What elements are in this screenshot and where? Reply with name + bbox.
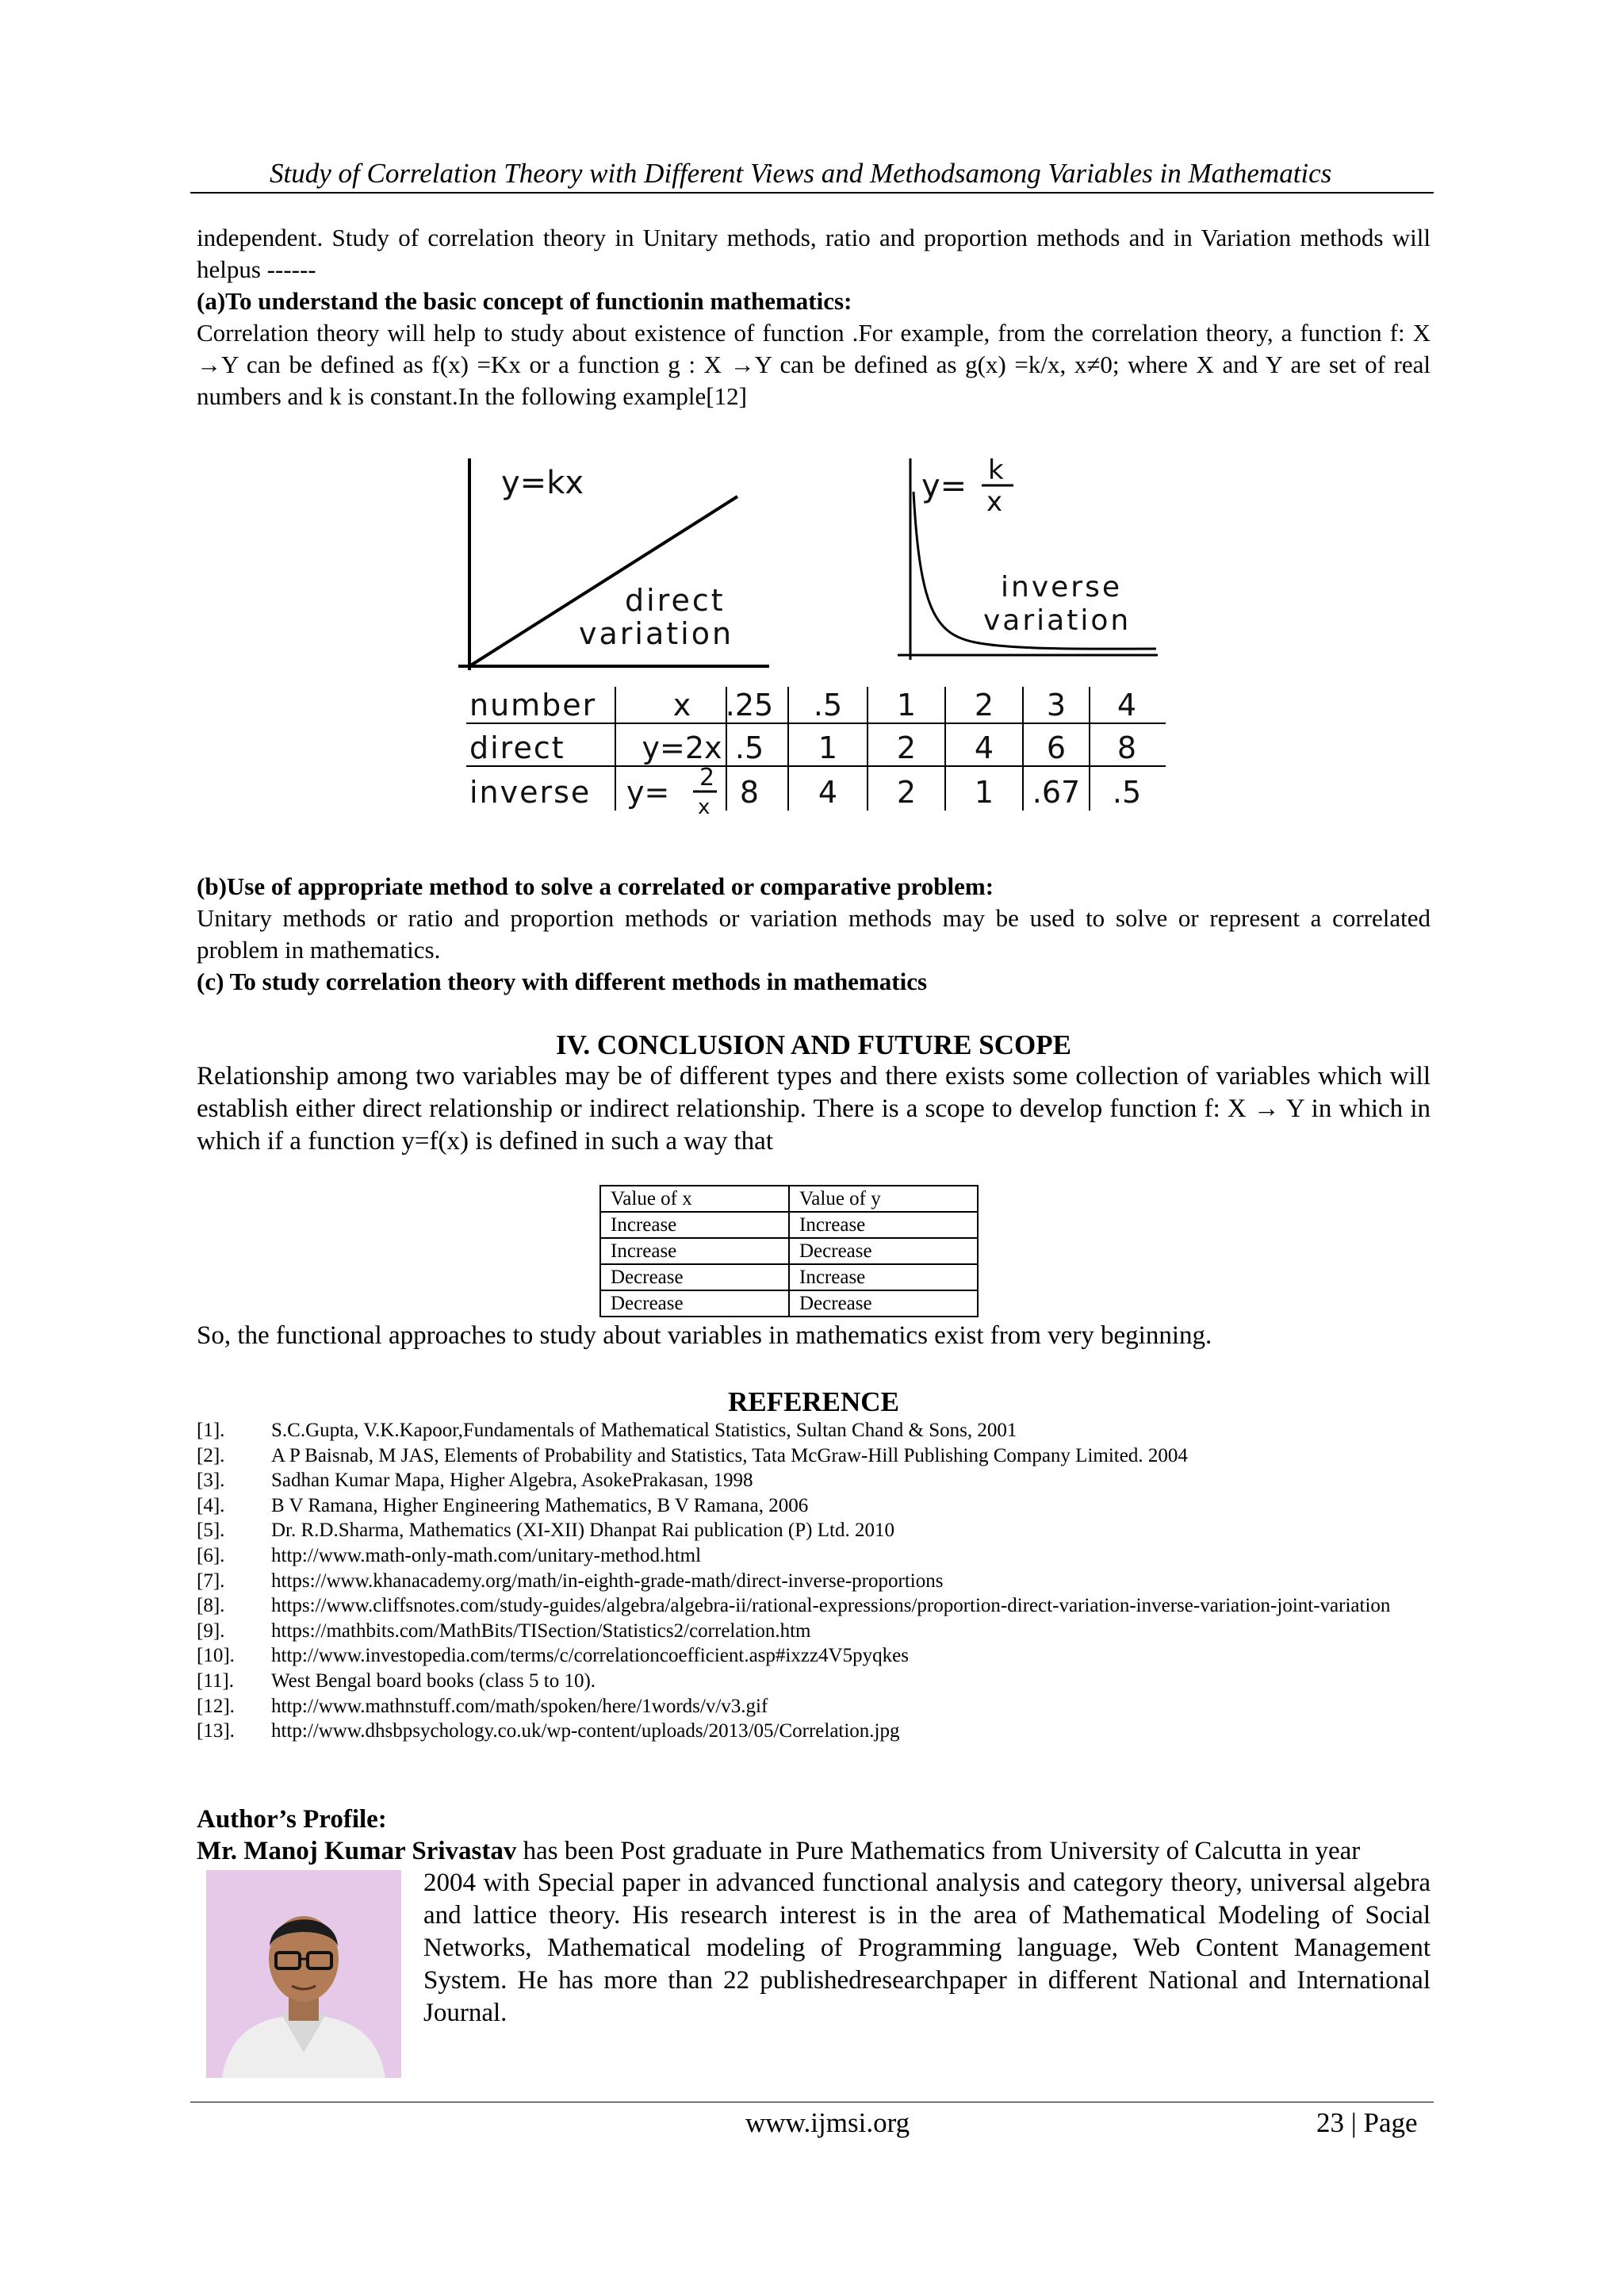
- author-profile-heading: Author’s Profile:: [197, 1805, 387, 1834]
- reference-item: [197, 1619, 1434, 1644]
- section-a-heading: (a)To understand the basic concept of functionin mathematics:: [197, 287, 852, 315]
- table-cell-direct-4: 6: [1046, 730, 1067, 765]
- reference-text: A P Baisnab, M JAS, Elements of Probability and Statistics, Tata McGraw-Hill Publishing Company Limited. 2004: [271, 1444, 1188, 1466]
- table-cell-direct-2: 2: [896, 730, 917, 765]
- reference-item: [197, 1694, 1434, 1719]
- table-cell-x-2: 1: [896, 688, 917, 723]
- table-header-row: [600, 1186, 978, 1212]
- conclusion-paragraph: Relationship among two variables may be of different types and there exists some collection of variables which will establish either direct relationship or indirect relationship. There is a scope to develop function f: X → Y in which in which if a function y=f(x) is defined in such a way that: [197, 1062, 1431, 1156]
- reference-text[interactable]: http://www.investopedia.com/terms/c/correlationcoefficient.asp#ixzz4V5pyqkes: [271, 1645, 909, 1667]
- direct-label-1: direct: [625, 583, 726, 618]
- reference-text: Sadhan Kumar Mapa, Higher Algebra, AsokePrakasan, 1998: [271, 1470, 753, 1492]
- reference-text[interactable]: https://www.cliffsnotes.com/study-guides/algebra/algebra-ii/rational-expressions/proportion-direct-variation-inverse-variation-joint-variation: [271, 1595, 1391, 1617]
- author-name: Mr. Manoj Kumar Srivastav: [197, 1837, 517, 1865]
- inverse-frac-numerator: 2: [699, 764, 715, 792]
- table-cell-inverse-2: 2: [896, 775, 917, 810]
- section-b-paragraph: Unitary methods or ratio and proportion methods or variation methods may be used to solve or represent a correlated problem in mathematics.: [197, 904, 1431, 964]
- running-header-title: Study of Correlation Theory with Different Views and Methodsamong Variables in Mathematics: [270, 158, 1332, 189]
- row-expr-direct: y=2x: [642, 730, 722, 765]
- reference-number: [13].: [197, 1720, 235, 1742]
- reference-item: [197, 1518, 1434, 1543]
- reference-number: [8].: [197, 1595, 225, 1617]
- table-row: Increase Decrease: [600, 1238, 978, 1264]
- footer-journal-url[interactable]: www.ijmsi.org: [745, 2107, 910, 2138]
- row-expr-inverse: y=: [626, 775, 670, 810]
- reference-number: [7].: [197, 1570, 225, 1592]
- reference-text: Dr. R.D.Sharma, Mathematics (XI-XII) Dhanpat Rai publication (P) Ltd. 2010: [271, 1520, 894, 1542]
- section-b-heading: (b)Use of appropriate method to solve a correlated or comparative problem:: [197, 872, 994, 900]
- row-label-number: number: [469, 688, 597, 723]
- author-bio: 2004 with Special paper in advanced functional analysis and category theory, universal algebra and lattice theory. His research interest is in the area of Mathematical Modeling of Social Networks, Mathematical modeling of Programming language, Web Content Management System. He has more than 22 publishedresearchpaper in different National and International Journal.: [423, 1869, 1431, 2027]
- inverse-variation-graph: [898, 454, 1158, 660]
- inverse-label-2: variation: [983, 604, 1132, 637]
- author-photo: [206, 1870, 401, 2078]
- reference-text: S.C.Gupta, V.K.Kapoor,Fundamentals of Mathematical Statistics, Sultan Chand & Sons, 2001: [271, 1420, 1017, 1441]
- footer-page-number: 23 | Page: [1316, 2107, 1418, 2138]
- table-cell-x-0: .25: [725, 688, 774, 723]
- conclusion-heading: IV. CONCLUSION AND FUTURE SCOPE: [556, 1029, 1071, 1060]
- table-row: Decrease Increase: [600, 1264, 978, 1290]
- table-cell-inverse-3: 1: [974, 775, 994, 810]
- reference-item: [197, 1569, 1434, 1594]
- reference-text: West Bengal board books (class 5 to 10).: [271, 1669, 596, 1692]
- reference-text: B V Ramana, Higher Engineering Mathematics, B V Ramana, 2006: [271, 1494, 809, 1516]
- table-cell-inverse-0: 8: [739, 775, 760, 810]
- intro-paragraph: independent. Study of correlation theory in Unitary methods, ratio and proportion methods and in Variation methods will helpus ------: [197, 224, 1431, 283]
- inverse-label-1: inverse: [1001, 571, 1122, 604]
- inverse-equation-denominator: x: [986, 486, 1003, 518]
- reference-item: [197, 1468, 1434, 1493]
- table-cell-x-4: 3: [1046, 688, 1067, 723]
- row-label-inverse: inverse: [469, 775, 592, 810]
- reference-item: [197, 1669, 1434, 1694]
- table-cell-x-1: .5: [813, 688, 843, 723]
- section-a-paragraph: Correlation theory will help to study about existence of function .For example, from the correlation theory, a function f: X →Y can be defined as f(x) =Kx or a function g : X →Y can be defined as g(x) =k/x, x≠0; where X and Y are set of real numbers and k is constant.In the following example[12]: [197, 319, 1431, 410]
- author-bio-line1: has been Post graduate in Pure Mathematics from University of Calcutta in year: [516, 1837, 1361, 1865]
- row-label-direct: direct: [469, 730, 565, 765]
- variation-table: [466, 687, 1166, 819]
- reference-number: [5].: [197, 1520, 225, 1542]
- reference-item: [197, 1643, 1434, 1669]
- reference-text[interactable]: http://www.dhsbpsychology.co.uk/wp-content/uploads/2013/05/Correlation.jpg: [271, 1720, 900, 1742]
- reference-item: [197, 1543, 1434, 1569]
- section-c-heading: (c) To study correlation theory with different methods in mathematics: [197, 968, 928, 995]
- variation-figure: [452, 444, 1182, 833]
- reference-number: [10].: [197, 1645, 235, 1667]
- direct-variation-graph: [458, 458, 769, 670]
- direct-label-2: variation: [579, 616, 734, 651]
- table-cell-inverse-4: .67: [1032, 775, 1081, 810]
- table-cell-direct-5: 8: [1116, 730, 1137, 765]
- reference-number: [2].: [197, 1444, 225, 1466]
- reference-item: [197, 1719, 1434, 1744]
- inverse-equation-lhs: y=: [921, 468, 967, 504]
- reference-text[interactable]: http://www.math-only-math.com/unitary-method.html: [271, 1544, 702, 1566]
- reference-number: [1].: [197, 1420, 225, 1441]
- reference-number: [6].: [197, 1544, 225, 1566]
- table-row: Decrease Decrease: [600, 1290, 978, 1317]
- value-relationship-table: [599, 1185, 979, 1317]
- row-expr-x: x: [672, 688, 691, 723]
- conclusion-closing-sentence: So, the functional approaches to study about variables in mathematics exist from very beginning.: [197, 1321, 1212, 1350]
- reference-number: [3].: [197, 1470, 225, 1492]
- reference-item: [197, 1593, 1434, 1619]
- reference-text[interactable]: https://www.khanacademy.org/math/in-eighth-grade-math/direct-inverse-proportions: [271, 1570, 944, 1592]
- reference-text[interactable]: https://mathbits.com/MathBits/TISection/Statistics2/correlation.htm: [271, 1619, 811, 1642]
- table-header-cell: Value of y: [789, 1186, 978, 1212]
- reference-number: [4].: [197, 1494, 225, 1516]
- reference-item: [197, 1418, 1434, 1443]
- table-cell-inverse-5: .5: [1112, 775, 1142, 810]
- inverse-frac-denominator: x: [698, 795, 710, 819]
- reference-number: [11].: [197, 1669, 234, 1692]
- reference-item: [197, 1443, 1434, 1469]
- references-list: [197, 1418, 1434, 1744]
- table-cell-x-5: 4: [1116, 688, 1137, 723]
- reference-item: [197, 1493, 1434, 1519]
- table-cell-direct-0: .5: [734, 730, 764, 765]
- table-cell-inverse-1: 4: [818, 775, 838, 810]
- table-cell-direct-1: 1: [818, 730, 838, 765]
- author-bio-first-line: [197, 1835, 1431, 1868]
- reference-number: [12].: [197, 1695, 235, 1717]
- references-heading: REFERENCE: [728, 1386, 899, 1417]
- header-rule: [190, 192, 1434, 194]
- inverse-equation-numerator: k: [988, 454, 1004, 486]
- reference-text[interactable]: http://www.mathnstuff.com/math/spoken/here/1words/v/v3.gif: [271, 1695, 768, 1717]
- direct-equation: y=kx: [501, 465, 584, 501]
- table-cell-x-3: 2: [974, 688, 994, 723]
- table-row: Increase Increase: [600, 1212, 978, 1238]
- table-header-cell: Value of x: [600, 1186, 789, 1212]
- reference-number: [9].: [197, 1619, 225, 1642]
- table-cell-direct-3: 4: [974, 730, 994, 765]
